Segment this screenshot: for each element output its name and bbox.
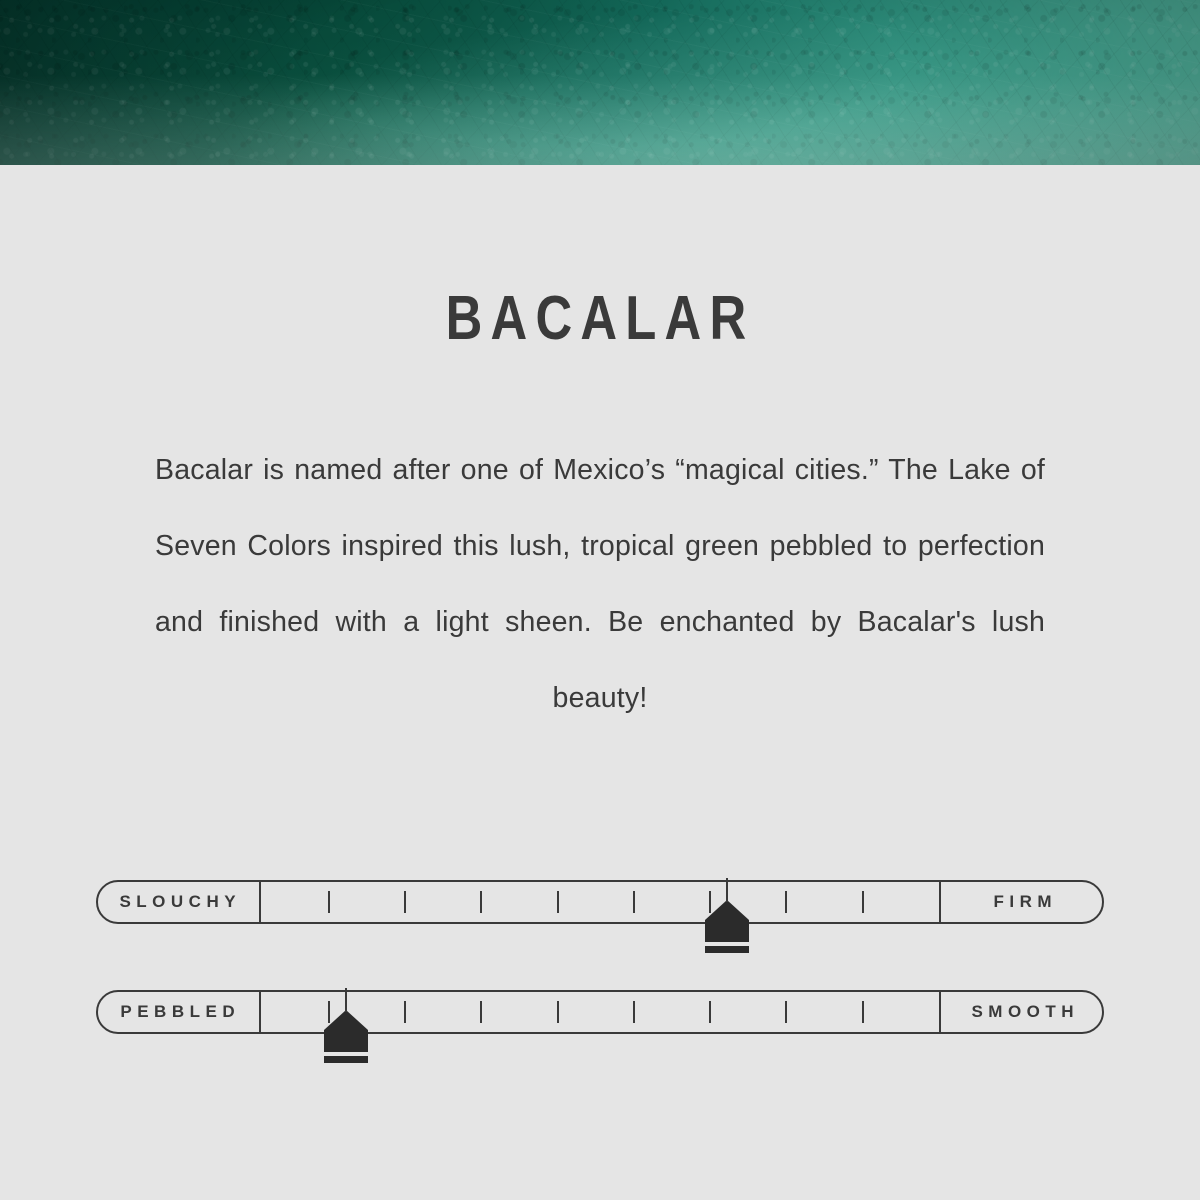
marker-pointer-icon — [324, 1010, 368, 1030]
marker-stem — [726, 878, 728, 902]
scale-tick — [480, 1001, 482, 1023]
scale-tick — [557, 891, 559, 913]
scale-tick — [480, 891, 482, 913]
scale-tick — [328, 891, 330, 913]
scale-tick — [633, 891, 635, 913]
scale-tick-marks — [261, 990, 939, 1034]
scale-tick — [404, 1001, 406, 1023]
marker-pointer-icon — [705, 900, 749, 920]
scale-tick — [785, 1001, 787, 1023]
scale-tick — [557, 1001, 559, 1023]
scale-left-label: SLOUCHY — [96, 880, 261, 924]
marker-base-bar — [324, 1056, 368, 1063]
leather-texture-banner — [0, 0, 1200, 165]
marker-body — [324, 1030, 368, 1052]
scale-tick — [862, 1001, 864, 1023]
scale-texture — [96, 990, 1104, 1034]
leather-crease-texture — [0, 0, 1200, 165]
scale-structure — [96, 880, 1104, 924]
scale-tick — [709, 1001, 711, 1023]
page-title: BACALAR — [445, 284, 755, 353]
scale-right-label: SMOOTH — [939, 990, 1104, 1034]
scale-value-marker[interactable] — [705, 900, 749, 953]
marker-base-bar — [705, 946, 749, 953]
scale-tick — [862, 891, 864, 913]
scale-tick-marks — [261, 880, 939, 924]
description-text: Bacalar is named after one of Mexico’s “magical cities.” The Lake of Seven Colors inspired this lush, tropical green pebbled to perfection and finished with a light sheen. Be enchanted by Bacalar's lush beauty! — [155, 454, 1045, 714]
scale-left-label: PEBBLED — [96, 990, 261, 1034]
marker-stem — [345, 988, 347, 1012]
scale-value-marker[interactable] — [324, 1010, 368, 1063]
scale-tick — [633, 1001, 635, 1023]
scale-tick — [785, 891, 787, 913]
attribute-scales — [0, 880, 1200, 1100]
marker-body — [705, 920, 749, 942]
scale-tick — [404, 891, 406, 913]
scale-right-label: FIRM — [939, 880, 1104, 924]
